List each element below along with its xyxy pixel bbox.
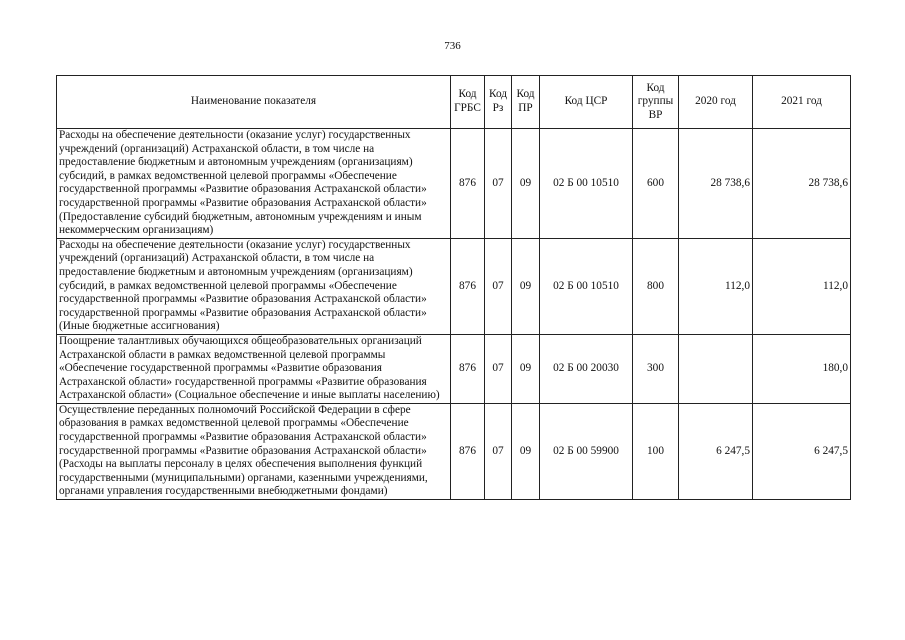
header-pr-line2: ПР (518, 102, 533, 114)
header-vr-line1: Код (646, 81, 665, 94)
row-grbs: 876 (451, 129, 485, 239)
header-vr (633, 76, 679, 129)
row-2020: 28 738,6 (679, 129, 753, 239)
row-vr: 800 (633, 238, 679, 334)
header-2021: 2021 год (753, 76, 851, 129)
header-name: Наименование показателя (57, 76, 451, 129)
row-2021: 6 247,5 (753, 403, 851, 499)
row-vr: 300 (633, 334, 679, 403)
row-2021: 180,0 (753, 334, 851, 403)
table-row (57, 334, 851, 403)
header-pr (512, 76, 540, 129)
budget-table (56, 75, 851, 500)
header-rz-line1: Код (488, 88, 508, 101)
header-vr-line2: группы (637, 95, 674, 108)
row-2020: 112,0 (679, 238, 753, 334)
row-csr: 02 Б 00 20030 (540, 334, 633, 403)
row-pr: 09 (512, 334, 540, 403)
table-row (57, 129, 851, 239)
row-grbs: 876 (451, 238, 485, 334)
row-vr: 600 (633, 129, 679, 239)
table-row (57, 403, 851, 499)
header-vr-line3: ВР (648, 108, 663, 121)
header-csr: Код ЦСР (540, 76, 633, 129)
row-name: Расходы на обеспечение деятельности (оказание услуг) государственных учреждений (организаций) Астраханской области, в том числе на предоставление бюджетным и автономным учреждениям (организациям) субсидий, в рамках ведомственной целевой программы «Обеспечение государственной программы «Развитие образования Астраханской области» государственной программы «Развитие образования Астраханской области» (Предоставление субсидий бюджетным, автономным учреждениям и иным некоммерческим организациям) (57, 129, 451, 239)
header-pr-line1: Код (516, 88, 535, 101)
header-grbs-line2: ГРБС (454, 102, 481, 114)
row-csr: 02 Б 00 10510 (540, 129, 633, 239)
row-csr: 02 Б 00 59900 (540, 403, 633, 499)
header-2020: 2020 год (679, 76, 753, 129)
row-pr: 09 (512, 129, 540, 239)
row-name: Поощрение талантливых обучающихся общеобразовательных организаций Астраханской области в рамках ведомственной целевой программы «Обеспечение государственной программы «Развитие образования Астраханской области» государственной программы «Развитие образования Астраханской области» (Социальное обеспечение и иные выплаты населению) (57, 334, 451, 403)
table-row (57, 238, 851, 334)
row-2021: 112,0 (753, 238, 851, 334)
row-grbs: 876 (451, 334, 485, 403)
header-rz-line2: Рз (492, 102, 504, 114)
page-number: 736 (444, 40, 461, 52)
row-rz: 07 (485, 334, 512, 403)
header-grbs-line1: Код (458, 88, 477, 101)
row-rz: 07 (485, 238, 512, 334)
row-vr: 100 (633, 403, 679, 499)
row-2020: 6 247,5 (679, 403, 753, 499)
header-grbs (451, 76, 485, 129)
header-rz (485, 76, 512, 129)
row-pr: 09 (512, 403, 540, 499)
row-2021: 28 738,6 (753, 129, 851, 239)
row-name: Расходы на обеспечение деятельности (оказание услуг) государственных учреждений (организаций) Астраханской области, в том числе на предоставление бюджетным и автономным учреждениям (организациям) субсидий, в рамках ведомственной целевой программы «Обеспечение государственной программы «Развитие образования Астраханской области» государственной программы «Развитие образования Астраханской области» (Иные бюджетные ассигнования) (57, 238, 451, 334)
row-csr: 02 Б 00 10510 (540, 238, 633, 334)
row-2020 (679, 334, 753, 403)
row-rz: 07 (485, 403, 512, 499)
row-name: Осуществление переданных полномочий Российской Федерации в сфере образования в рамках ведомственной целевой программы «Обеспечение государственной программы «Развитие образования Астраханской области» государственной программы «Развитие образования Астраханской области» (Расходы на выплаты персоналу в целях обеспечения выполнения функций государственными (муниципальными) органами, казенными учреждениями, органами управления государственными внебюджетными фондами) (57, 403, 451, 499)
table-header-row (57, 76, 851, 129)
row-grbs: 876 (451, 403, 485, 499)
row-rz: 07 (485, 129, 512, 239)
row-pr: 09 (512, 238, 540, 334)
